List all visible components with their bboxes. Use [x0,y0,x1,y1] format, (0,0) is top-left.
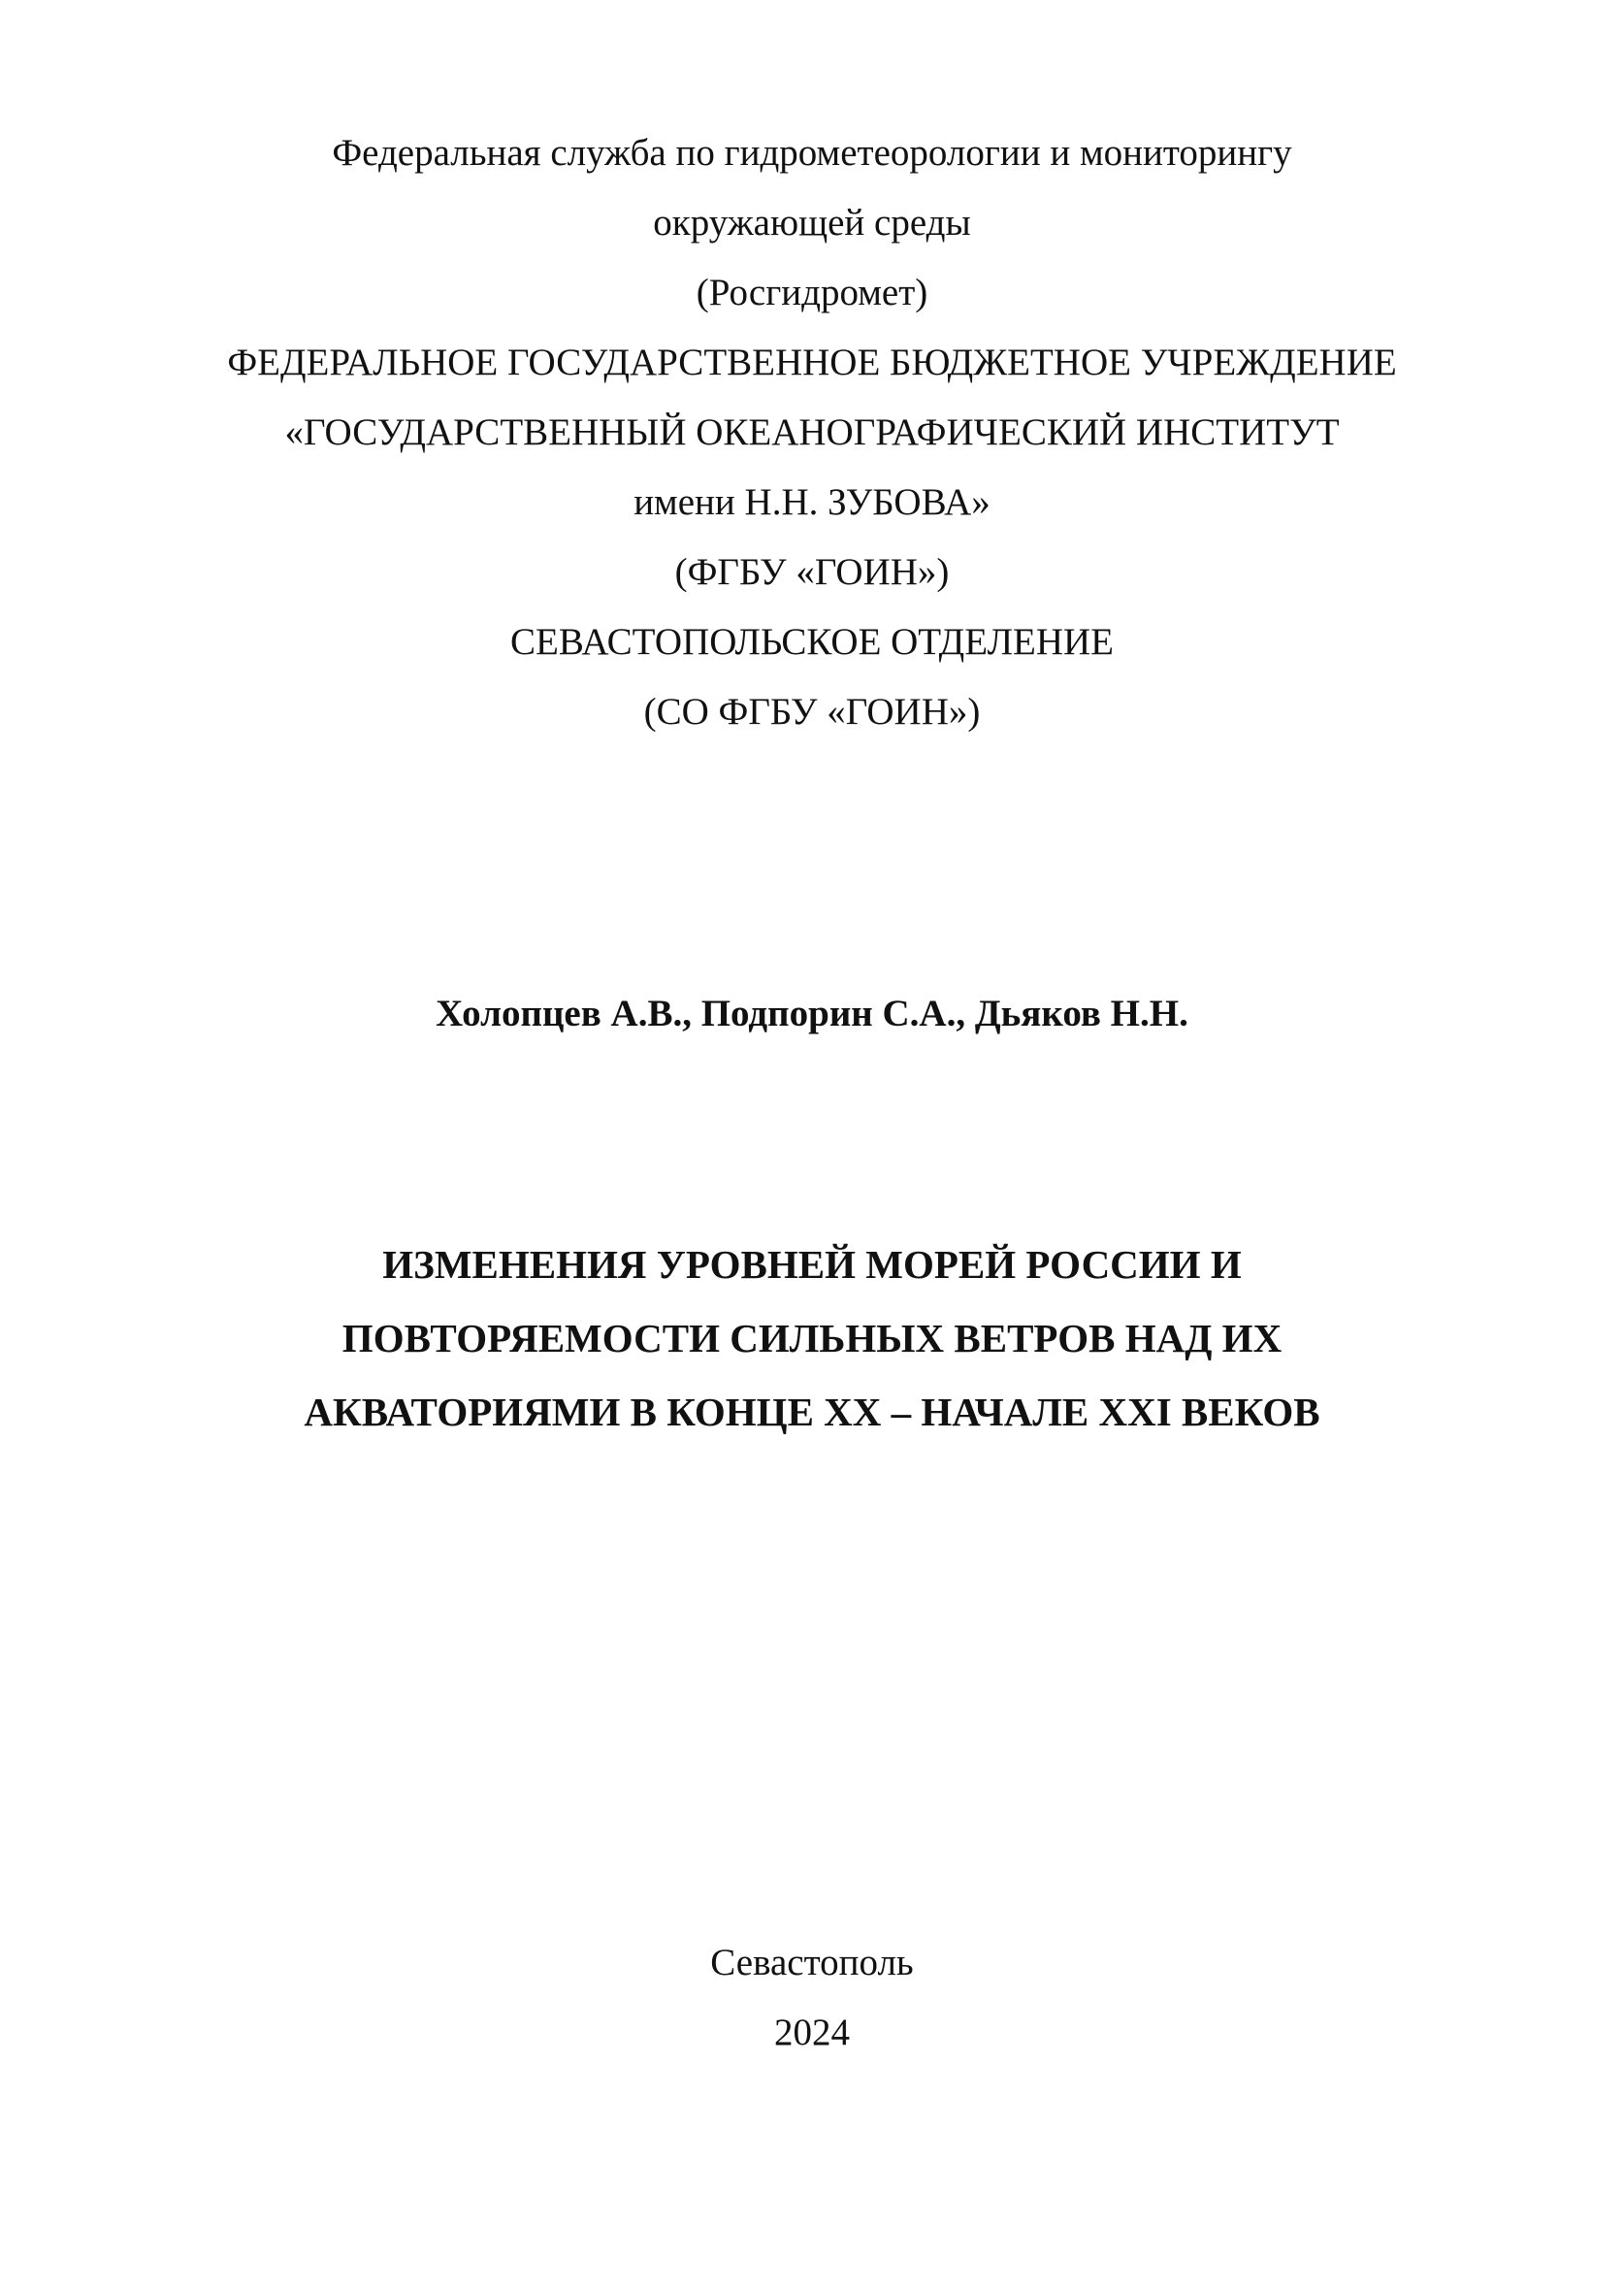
header-line-5: «ГОСУДАРСТВЕННЫЙ ОКЕАНОГРАФИЧЕСКИЙ ИНСТИТУТ [284,411,1340,453]
header-line-7: (ФГБУ «ГОИН») [674,551,950,593]
title-line-3: АКВАТОРИЯМИ В КОНЦЕ XX – НАЧАЛЕ XXI ВЕКОВ [304,1390,1320,1434]
header-line-6: имени Н.Н. ЗУБОВА» [633,481,991,523]
title-line-1: ИЗМЕНЕНИЯ УРОВНЕЙ МОРЕЙ РОССИИ И [382,1242,1242,1287]
header-line-2: окружающей среды [653,202,971,244]
footer-year: 2024 [774,2012,850,2053]
header-line-1: Федеральная служба по гидрометеорологии и мониторингу [332,132,1292,174]
header-line-3: (Росгидромет) [696,272,928,313]
authors-line: Холопцев А.В., Подпорин С.А., Дьяков Н.Н. [436,993,1188,1034]
footer-city: Севастополь [710,1942,914,1983]
title-line-2: ПОВТОРЯЕМОСТИ СИЛЬНЫХ ВЕТРОВ НАД ИХ [341,1316,1283,1360]
header-line-9: (СО ФГБУ «ГОИН») [643,691,981,733]
header-line-8: СЕВАСТОПОЛЬСКОЕ ОТДЕЛЕНИЕ [509,621,1115,663]
header-line-4: ФЕДЕРАЛЬНОЕ ГОСУДАРСТВЕННОЕ БЮДЖЕТНОЕ УЧРЕЖДЕНИЕ [227,342,1397,383]
